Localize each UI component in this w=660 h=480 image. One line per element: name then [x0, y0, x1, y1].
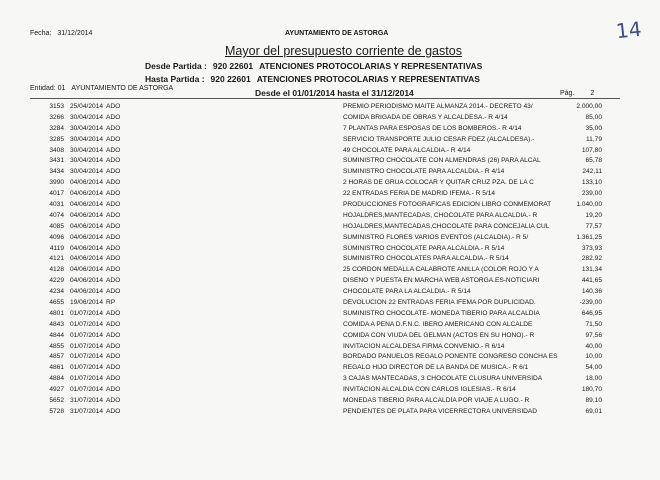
entry-amount: 140,36 [581, 288, 602, 296]
ledger-row [0, 310, 660, 321]
ledger-row [0, 332, 660, 343]
entry-description: SUMINISTRO CHOCOLATE- MONEDA TIBERIO PARA ALCALDIA [343, 309, 540, 317]
entry-number: 3285 [49, 135, 64, 143]
entry-date: 30/04/2014 [70, 113, 104, 121]
entry-amount: 180,70 [581, 386, 602, 394]
entry-description: HOJALDRES,MANTECADAS,CHOCOLATE PARA CONCEJALIA CUL [343, 222, 550, 230]
entry-number: 4844 [49, 331, 64, 339]
ledger-row [0, 223, 660, 234]
entry-description: CHOCOLATE PARA LA ALCALDIA.- R 5/14 [343, 288, 471, 296]
entry-number: 4229 [49, 277, 64, 285]
entry-description: PREMIO PERIODISMO MAITE ALMANZA 2014.- DECRETO 43/ [343, 103, 533, 110]
page-value: 2 [590, 90, 595, 97]
entry-number: 5728 [49, 407, 64, 415]
entry-type: ADO [106, 190, 121, 198]
entry-amount: 239,00 [581, 190, 602, 198]
entry-type: ADO [106, 364, 121, 372]
entry-number: 3266 [49, 113, 64, 121]
ledger-row [0, 147, 660, 158]
entry-description: COMIDA A PEÑA D.F.N.C. IBERO AMERICANO CON ALCALDE [343, 320, 533, 328]
entry-description: SERVICIO TRANSPORTE JULIO CESAR FDEZ (ALCALDESA).- [343, 135, 535, 143]
entry-number: 4119 [49, 244, 64, 252]
ledger-row [0, 125, 660, 136]
ledger-row [0, 277, 660, 288]
entry-description: SUMINISTRO CHOCOLATE CON ALMENDRAS (26) PARA ALCAL [343, 157, 541, 165]
entry-description: 7 PLANTAS PARA ESPOSAS DE LOS BOMBEROS.- R 4/14 [343, 124, 522, 132]
entidad-label: Entidad: 01 [30, 85, 66, 92]
entry-number: 5652 [49, 397, 64, 405]
entry-description: BORDADO PAÑUELOS REGALO PONENTE CONGRESO CONCHA ES [343, 353, 558, 361]
entry-amount: 54,00 [585, 364, 602, 372]
entry-number: 4234 [49, 288, 64, 296]
entry-date: 01/07/2014 [70, 320, 104, 328]
entry-description: DISEÑO Y PUESTA EN MARCHA WEB ASTORGA.ES-NOTICIARI [343, 277, 540, 285]
entry-amount: 133,10 [581, 179, 602, 187]
entidad-line [30, 85, 179, 92]
ledger-row [0, 190, 660, 201]
entry-amount: 89,10 [585, 397, 602, 405]
entry-number: 4096 [49, 233, 64, 241]
entry-description: 22 ENTRADAS FERIA DE MADRID IFEMA.- R 5/14 [343, 190, 496, 198]
entry-type: ADO [106, 386, 121, 394]
ledger-row [0, 114, 660, 125]
entry-amount: 69,01 [585, 407, 602, 415]
entry-date: 04/06/2014 [70, 201, 104, 209]
entry-number: 4855 [49, 342, 64, 350]
hasta-label: Hasta Partida : [145, 74, 205, 84]
entry-type: ADO [106, 277, 121, 285]
report-date-label: Fecha: [30, 30, 52, 37]
ledger-row [0, 168, 660, 179]
entry-date: 04/06/2014 [70, 190, 104, 198]
entry-number: 4884 [49, 375, 64, 383]
entry-type: RP [106, 299, 116, 307]
entity-header: AYUNTAMIENTO DE ASTORGA [285, 30, 389, 37]
entry-description: SUMINISTRO CHOCOLATE PARA ALCALDIA.- R 5/14 [343, 244, 505, 252]
entry-type: ADO [106, 353, 121, 361]
entry-number: 3408 [49, 146, 64, 154]
entry-number: 3284 [49, 124, 64, 132]
desde-partida [145, 61, 488, 71]
hasta-code: 920 22601 [210, 74, 251, 84]
entry-type: ADO [106, 342, 121, 350]
entry-date: 04/06/2014 [70, 244, 104, 252]
entry-date: 30/04/2014 [70, 124, 104, 132]
entry-date: 04/06/2014 [70, 233, 104, 241]
entry-date: 04/06/2014 [70, 266, 104, 274]
period-range: Desde el 01/01/2014 hasta el 31/12/2014 [255, 88, 414, 98]
entry-amount: 65,78 [585, 157, 602, 165]
entry-description: PRODUCCIONES FOTOGRAFICAS EDICION LIBRO CONMEMORAT [343, 201, 552, 209]
entry-amount: 77,57 [585, 222, 602, 230]
entry-description: COMIDA BRIGADA DE OBRAS Y ALCALDESA.- R 4/14 [343, 113, 508, 121]
entry-date: 25/04/2014 [70, 103, 104, 110]
entry-number: 4017 [49, 190, 64, 198]
entry-description: REGALO HIJO DIRECTOR DE LA BANDA DE MUSICA.- R 6/1 [343, 364, 529, 372]
ledger-row [0, 136, 660, 147]
ledger-row [0, 288, 660, 299]
entry-amount: 107,80 [581, 146, 602, 154]
entry-date: 04/06/2014 [70, 222, 104, 230]
ledger-rows [0, 103, 660, 419]
header-divider [30, 98, 620, 99]
entry-amount: 35,00 [585, 124, 602, 132]
entry-amount: 19,20 [585, 211, 602, 219]
entry-type: ADO [106, 135, 121, 143]
entry-type: ADO [106, 201, 121, 209]
entry-type: ADO [106, 331, 121, 339]
entry-type: ADO [106, 288, 121, 296]
entry-description: 25 CORDON MEDALLA CALABROTE ANILLA (COLOR ROJO Y A [343, 266, 539, 274]
entry-type: ADO [106, 146, 121, 154]
entry-number: 4857 [49, 353, 64, 361]
entry-amount: 131,34 [581, 266, 602, 274]
entry-description: SUMINISTRO CHOCOLATE PARA ALCALDIA.- R 4/14 [343, 168, 505, 176]
entry-description: MONEDAS TIBERIO PARA ALCALDÍA POR VIAJE A LUGO.- R [343, 397, 530, 405]
entry-type: ADO [106, 113, 121, 121]
entry-amount: 646,95 [581, 309, 602, 317]
ledger-row [0, 245, 660, 256]
entry-type: ADO [106, 124, 121, 132]
entry-amount: 11,79 [585, 135, 602, 143]
entry-date: 04/06/2014 [70, 277, 104, 285]
entry-date: 19/06/2014 [70, 299, 104, 307]
entry-amount: 71,50 [585, 320, 602, 328]
desde-desc: ATENCIONES PROTOCOLARIAS Y REPRESENTATIVAS [259, 61, 483, 71]
entry-number: 3153 [49, 103, 64, 110]
desde-label: Desde Partida : [145, 61, 207, 71]
ledger-row [0, 201, 660, 212]
entry-date: 04/06/2014 [70, 288, 104, 296]
entry-amount: 40,00 [585, 342, 602, 350]
entry-type: ADO [106, 211, 121, 219]
entry-date: 01/07/2014 [70, 342, 104, 350]
ledger-row [0, 408, 660, 419]
entry-type: ADO [106, 375, 121, 383]
entry-type: ADO [106, 222, 121, 230]
ledger-row [0, 255, 660, 266]
entry-date: 31/07/2014 [70, 407, 104, 415]
ledger-row [0, 353, 660, 364]
entry-type: ADO [106, 103, 121, 110]
entry-date: 04/06/2014 [70, 211, 104, 219]
entry-type: ADO [106, 157, 121, 165]
entry-description: 2 HORAS DE GRUA COLOCAR Y QUITAR CRUZ PZA. DE LA C [343, 179, 534, 187]
ledger-row [0, 386, 660, 397]
entry-number: 4843 [49, 320, 64, 328]
entry-date: 04/06/2014 [70, 179, 104, 187]
entry-type: ADO [106, 233, 121, 241]
entry-date: 01/07/2014 [70, 386, 104, 394]
entry-type: ADO [106, 309, 121, 317]
entry-number: 4121 [49, 255, 64, 263]
entry-number: 3434 [49, 168, 64, 176]
entry-type: ADO [106, 407, 121, 415]
ledger-row [0, 103, 660, 114]
ledger-row [0, 266, 660, 277]
page-label: Pág. [560, 90, 575, 97]
entry-number: 4031 [49, 201, 64, 209]
entry-amount: 441,65 [581, 277, 602, 285]
entry-date: 30/04/2014 [70, 135, 104, 143]
hasta-desc: ATENCIONES PROTOCOLARIAS Y REPRESENTATIVAS [256, 74, 480, 84]
entry-amount: 1.040,00 [576, 201, 602, 209]
entry-date: 01/07/2014 [70, 309, 104, 317]
entry-number: 3990 [49, 179, 64, 187]
entry-number: 4801 [49, 309, 64, 317]
entry-date: 31/07/2014 [70, 397, 104, 405]
entry-date: 01/07/2014 [70, 331, 104, 339]
entry-amount: 18,00 [585, 375, 602, 383]
entry-number: 4085 [49, 222, 64, 230]
ledger-row [0, 157, 660, 168]
entry-type: ADO [106, 320, 121, 328]
entry-amount: 85,00 [585, 113, 602, 121]
entry-type: ADO [106, 168, 121, 176]
entry-description: 3 CAJAS MANTECADAS, 3 CHOCOLATE CLUSURA UNIVERSIDA [343, 375, 543, 383]
entry-description: HOJALDRES,MANTECADAS, CHOCOLATE PARA ALCALDIA.- R [343, 211, 538, 219]
entry-description: INVITACION ALCALDIA CON CARLOS IGLESIAS.- R 6/14 [343, 386, 516, 394]
entry-type: ADO [106, 255, 121, 263]
hasta-partida [145, 74, 486, 84]
entry-date: 01/07/2014 [70, 353, 104, 361]
entry-number: 4655 [49, 299, 64, 307]
entry-date: 30/04/2014 [70, 168, 104, 176]
entry-description: SUMINISTRO CHOCOLATES PARA ALCALDIA.- R 5/14 [343, 255, 509, 263]
report-title: Mayor del presupuesto corriente de gastos [225, 44, 462, 58]
entry-date: 30/04/2014 [70, 146, 104, 154]
entry-amount: 1.361,25 [576, 233, 602, 241]
entry-date: 01/07/2014 [70, 375, 104, 383]
entry-amount: 282,92 [581, 255, 602, 263]
entry-description: DEVOLUCION 22 ENTRADAS FERIA IFEMA POR DUPLICIDAD. [343, 299, 536, 307]
entry-amount: 373,93 [581, 244, 602, 252]
ledger-row [0, 375, 660, 386]
entidad-name: AYUNTAMIENTO DE ASTORGA [71, 85, 174, 92]
report-date [30, 30, 98, 37]
ledger-row [0, 321, 660, 332]
report-date-value: 31/12/2014 [57, 30, 93, 37]
entry-amount: 242,11 [582, 168, 602, 176]
entry-amount: 2.000,00 [576, 103, 602, 110]
ledger-row [0, 364, 660, 375]
entry-type: ADO [106, 397, 121, 405]
ledger-row [0, 234, 660, 245]
entry-number: 4074 [49, 211, 64, 219]
entry-type: ADO [106, 179, 121, 187]
entry-type: ADO [106, 266, 121, 274]
entry-number: 3431 [49, 157, 64, 165]
page-indicator [560, 90, 610, 97]
entry-number: 4927 [49, 386, 64, 394]
entry-description: SUMINISTRO FLORES VARIOS EVENTOS (ALCALDIA).- R 5/ [343, 233, 529, 241]
ledger-row [0, 212, 660, 223]
entry-amount: 10,00 [585, 353, 602, 361]
ledger-row [0, 179, 660, 190]
entry-amount: -239,00 [579, 299, 602, 307]
entry-number: 4861 [49, 364, 64, 372]
ledger-row [0, 299, 660, 310]
entry-description: 49 CHOCOLATE PARA ALCALDIA.- R 4/14 [343, 146, 471, 154]
entry-description: COMIDA CON VIUDA DEL GELMAN (ACTOS EN SU HONO).- R [343, 331, 535, 339]
entry-amount: 97,56 [585, 331, 602, 339]
handwritten-page-number: 14 [614, 16, 643, 44]
entry-number: 4128 [49, 266, 64, 274]
entry-description: INVITACION ALCALDESA FIRMA CONVENIO.- R 6/14 [343, 342, 505, 350]
entry-type: ADO [106, 244, 121, 252]
desde-code: 920 22601 [212, 61, 254, 71]
ledger-row [0, 397, 660, 408]
entry-date: 04/06/2014 [70, 255, 104, 263]
entry-date: 01/07/2014 [70, 364, 104, 372]
entry-description: PENDIENTES DE PLATA PARA VICERRECTORA UNIVERSIDAD [343, 407, 538, 415]
ledger-row [0, 343, 660, 354]
entry-date: 30/04/2014 [70, 157, 104, 165]
